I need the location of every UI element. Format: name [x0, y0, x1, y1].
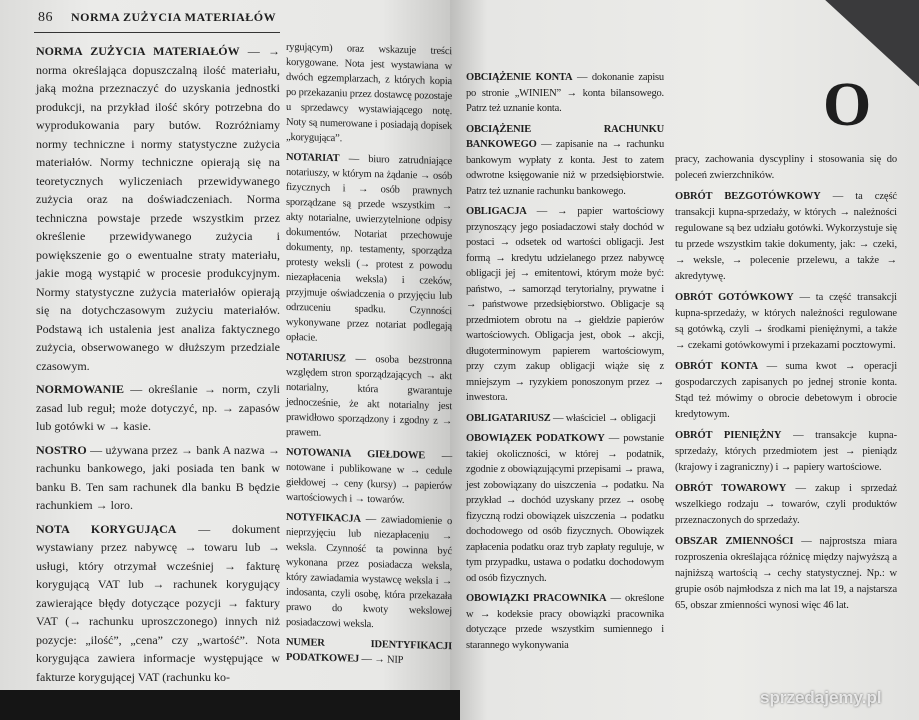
dictionary-entry — [286, 40, 452, 149]
dictionary-entry — [286, 350, 452, 444]
dictionary-entry — [36, 380, 280, 436]
header-rule — [34, 32, 280, 33]
running-header — [38, 10, 276, 26]
column-4 — [675, 152, 897, 619]
entry-headword: NOTOWANIA GIEŁDOWE — [286, 446, 426, 462]
entry-headword: OBRÓT TOWAROWY — [675, 483, 787, 494]
entry-headword: OBLIGATARIUSZ — [466, 412, 551, 424]
dictionary-entry — [466, 591, 664, 653]
dictionary-entry — [286, 510, 452, 634]
running-title: NORMA ZUŻYCIA MATERIAŁÓW — [71, 10, 277, 24]
entry-definition: — określanie → norm, czyli zasad lub reguł; może dotyczyć, np. → zapasów lub gotówki w → kasie. — [36, 382, 280, 433]
entry-definition: — ta część transakcji kupna-sprzedaży, w których → należności regulowane są bez udziału gotówki. Wykorzystuje się tu przede wszystkim takie dokumenty, jak: → czeki, → weksle, → polecenie przelewu, a także → akredytywę. — [675, 191, 897, 282]
section-letter: O — [823, 71, 872, 139]
entry-headword: OBCIĄŻENIE RACHUNKU BANKOWEGO — [466, 123, 664, 150]
entry-definition: — powstanie takiej okoliczności, w której → podatnik, zgodnie z obowiązującymi przepisami → prawa, jest zobowiązany do uiszczenia → podatku. Na przykład → dochód uzyskany przez → osobę fizyczną rodzi obowiązek uiszczenia → podatku dochodowego od osób fizycznych. Obowiązek zapłacenia podatku oraz tryb zapłaty reguluje, w tym przypadku, ustawa o podatku dochodowym od osób fizycznych. — [466, 433, 664, 584]
book-edge-shadow — [0, 690, 460, 720]
entry-headword: OBSZAR ZMIENNOŚCI — [675, 536, 794, 547]
column-1 — [36, 42, 280, 691]
entry-definition: — notowane i publikowane w → cedule giełdowej → ceny (kursy) → papierów wartościowych i → towarów. — [286, 450, 452, 506]
entry-definition: — osoba bezstronna względem stron sporządzających → akt notarialny, która gwarantuje jednocześnie, że akt notarialny jest prawidłowo sporządzony i zgodny z → prawem. — [286, 353, 452, 439]
page-number: 86 — [38, 10, 53, 25]
entry-headword: NORMOWANIE — [36, 382, 125, 396]
column-3 — [466, 70, 664, 658]
entry-definition: — określone w → kodeksie pracy obowiązki pracownika dotyczące przede wszystkim sumiennego i starannego wykonywania — [466, 593, 665, 651]
entry-definition: — najprostsza miara rozproszenia określająca różnicę między najwyższą a najniższą wartością → cechy statystycznej. Np.: w grupie osób najmłodsza z nich ma lat 19, a najstarsza 65, obszar zmienności wynosi więc 46 lat. — [675, 536, 897, 611]
dictionary-entry — [286, 635, 452, 669]
entry-headword: NOSTRO — [36, 442, 87, 457]
entry-headword: OBRÓT GOTÓWKOWY — [675, 292, 794, 303]
dictionary-entry — [286, 150, 452, 349]
entry-definition: — zakup i sprzedaż wszelkiego rodzaju → towarów, czyli produktów przeznaczonych do sprzedaży. — [675, 483, 897, 526]
entry-definition: — dokument wystawiany przez nabywcę → towaru lub → usługi, który otrzymał wcześniej → fakturę korygującą VAT lub → rachunek korygujący zawierające błędy dotyczące pozycji → faktury VAT (→ rachunku uproszczonego) innych niż pozycje: „ilość”, „cena” czy „wartość”. Nota korygująca zawiera informacje występujące w fakturze korygującej VAT (rachunku ko- — [36, 521, 280, 684]
entry-definition: — ta część transakcji kupna-sprzedaży, w których należności regulowane są gotówką, czyli → środkami pieniężnymi, a także → czekami gotówkowymi i przekazami pocztowymi. — [675, 292, 897, 351]
entry-definition: — dokonanie zapisu po stronie „WINIEN” → konta bilansowego. Patrz też uznanie konta. — [466, 72, 664, 114]
dictionary-entry — [466, 411, 664, 427]
entry-headword: NUMER IDENTYFIKACJI PODATKOWEJ — [286, 636, 452, 665]
dictionary-entry — [675, 534, 897, 614]
entry-definition: — właściciel → obligacji — [552, 412, 656, 424]
dictionary-entry — [36, 42, 280, 375]
entry-definition: — transakcje kupna-sprzedaży, których przedmiotem jest → pieniądz (krajowy i zagraniczny) i → papiery wartościowe. — [675, 430, 897, 473]
entry-definition: — zawiadomienie o nieprzyjęciu lub niezapłaceniu → weksla. Czynność ta powinna być wykonana przez posiadacza weksla, który zawiadamia wystawcę weksla i → indosanta, czyli osobę, która przekazała prawo do kwoty wekslowej posiadaczowi weksla. — [286, 513, 452, 631]
dictionary-entry — [36, 441, 280, 515]
entry-headword: OBRÓT KONTA — [675, 361, 759, 372]
entry-headword: NOTYFIKACJA — [286, 511, 361, 525]
entry-definition: pracy, zachowania dyscypliny i stosowania się do poleceń zwierzchników. — [675, 154, 897, 181]
dictionary-entry — [675, 290, 897, 354]
entry-definition: rygującym) oraz wskazuje treści korygowane. Nota jest wystawiana w dwóch egzemplarzach, z których kopia po przekazaniu przez dostawcę pozostaje u sprzedawcy wystawiającego notę. Noty są numerowane i posiadają dopisek „korygująca”. — [286, 41, 452, 145]
dictionary-entry — [466, 122, 664, 200]
dictionary-entry — [286, 445, 452, 509]
entry-headword: NOTARIAT — [286, 151, 340, 165]
entry-definition: — biuro zatrudniające notariuszy, w którym na żądanie → osób fizycznych i → osób prawnych sporządzane są przede wszystkim → akty notarialne, uwierzytelnione odpisy dokumentów. Notariat przechowuje dokumenty, np. testamenty, sporządza protesty weksli (→ protest z powodu niezapłacenia weksla) i czeków, przyjmuje oświadczenia o przyjęciu lub odrzuceniu spadku. Czynności wykonywane przez notariat podlegają opłacie. — [286, 153, 452, 344]
dictionary-entry — [466, 431, 664, 586]
entry-definition: — suma kwot → operacji gospodarczych zapisanych po jednej stronie konta. Stąd też mówimy o obrocie debetowym i obrocie kredytowym. — [675, 361, 898, 420]
entry-headword: OBRÓT PIENIĘŻNY — [675, 430, 782, 441]
dictionary-entry — [675, 428, 897, 476]
entry-definition: — → papier wartościowy przynoszący jego posiadaczowi stały dochód w postaci → odsetek od wartości obligacji. Jest formą → kredytu udzielanego przez nabywcę obligacji jej → emitentowi, którym może być: państwo, → samorząd terytorialny, prywatne i → państwowe przedsiębiorstwo. Obligacje są przedmiotem obrotu na → giełdzie papierów wartościowych. Obligacja jest, obok → akcji, długoterminowym papierem wartościowym, przy czym zakup obligacji wiąże się z mniejszym → ryzykiem ponoszonym przez → inwestora. — [466, 206, 664, 403]
entry-definition: — → NIP — [361, 653, 404, 666]
watermark: sprzedajemy.pl — [760, 688, 882, 707]
dictionary-entry — [675, 189, 897, 285]
entry-headword: OBOWIĄZKI PRACOWNIKA — [466, 593, 607, 604]
entry-headword: OBLIGACJA — [466, 206, 527, 217]
dictionary-entry — [675, 152, 897, 184]
entry-definition: — zapisanie na → rachunku bankowym wypłaty z konta. Jest to zatem odwrotne księgowanie niż w przedsiębiorstwie. Patrz też uznanie rachunku bankowego. — [466, 139, 664, 197]
entry-headword: OBRÓT BEZGOTÓWKOWY — [675, 191, 821, 202]
dictionary-entry — [466, 204, 664, 406]
dictionary-entry — [675, 359, 897, 423]
column-2 — [286, 40, 452, 674]
dictionary-entry — [466, 70, 664, 117]
dictionary-entry — [36, 520, 280, 687]
entry-headword: NOTA KORYGUJĄCA — [36, 521, 177, 536]
entry-headword: NORMA ZUŻYCIA MATERIAŁÓW — [36, 44, 240, 58]
dictionary-entry — [675, 481, 897, 529]
entry-headword: OBOWIĄZEK PODATKOWY — [466, 433, 605, 444]
entry-definition: — → norma określająca dopuszczalną ilość materiału, jaką można przeznaczyć do uzyskania jednostki produkcji, na przykład ilość skóry potrzebna do wyprodukowania pary butów. Rozróżniamy normy techniczne i normy statystyczne zużycia materiałów. Normy techniczne opierają się na teoretycznych wyliczeniach przewidywanego zużycia oraz na doświadczeniach. Norma techniczna powstaje przede wszystkim przez określenie przewidywanego zużycia i powiększenie go o ewentualne straty materiału, jakie mogą wystąpić w procesie produkcyjnym. Normy statystyczne zużycia materiałów opierają się na dotychczasowym zużyciu materiałów. Podstawą ich ustalenia jest analiza faktycznego zużycia, obserwowanego w dłuższym przedziale czasowym. — [36, 44, 280, 373]
entry-headword: OBCIĄŻENIE KONTA — [466, 72, 573, 83]
entry-definition: — używana przez → bank A nazwa → rachunku bankowego, jaki posiada ten bank w banku B. Ten sam rachunek dla banku B będzie rachunkiem → loro. — [36, 442, 280, 512]
entry-headword: NOTARIUSZ — [286, 351, 346, 365]
